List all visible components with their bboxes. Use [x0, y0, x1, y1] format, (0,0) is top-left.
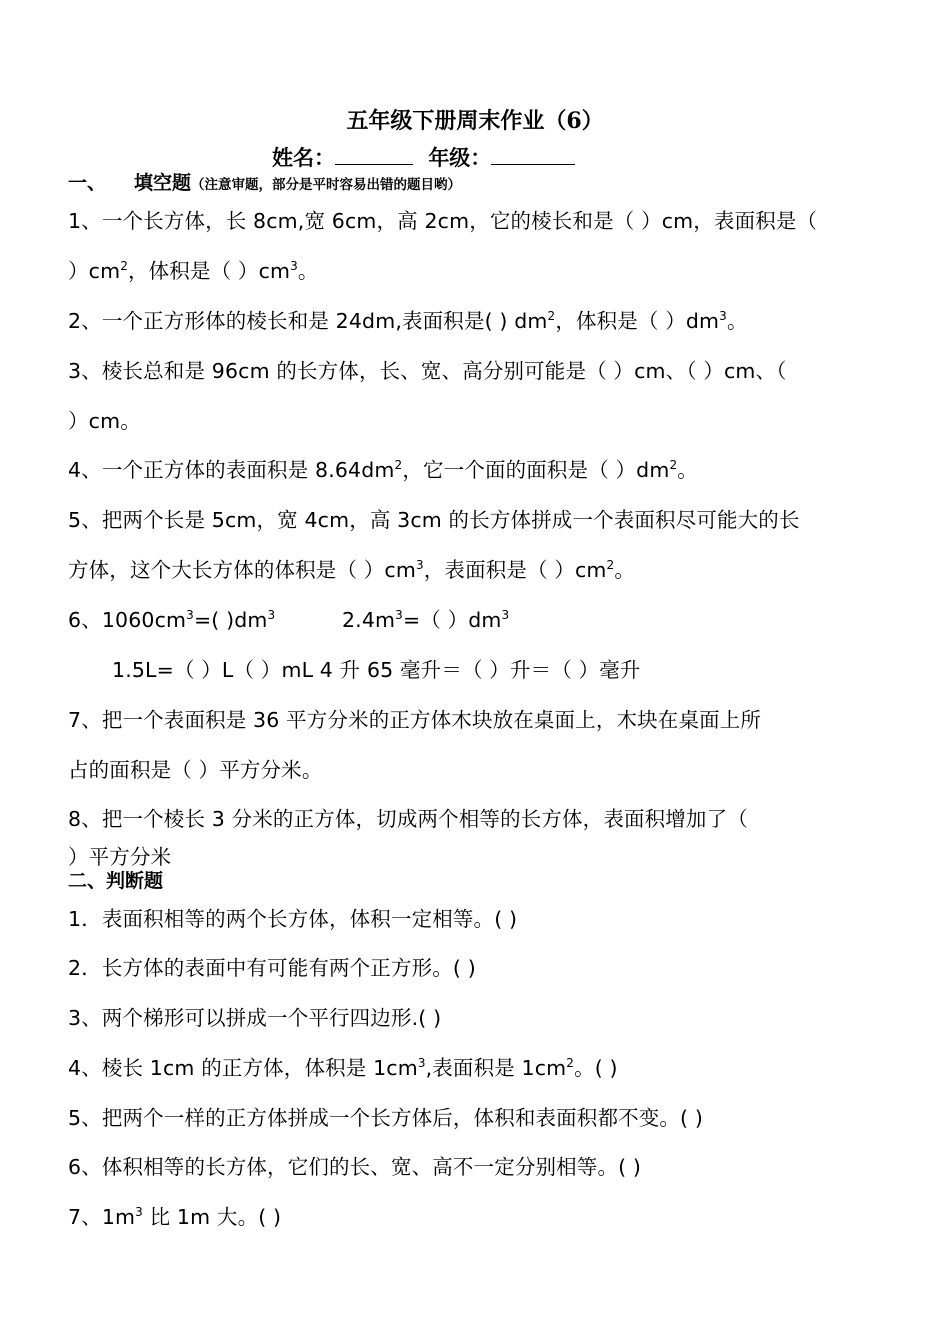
question-6-line-1: 6、$1060cm^3=$( )$dm^3$ $2.4m^3=$（ ）$dm^3$ [68, 608, 510, 632]
question-8-line-2: ）平方分米 [68, 845, 172, 869]
question-7-line-2: 占的面积是（ ）平方分米。 [68, 758, 323, 782]
question-3-line-2: ）cm。 [68, 409, 141, 433]
question-5-line-2: 方体，这个大长方体的体积是（ ）$cm^3$，表面积是（ ）$cm^2$。 [68, 558, 635, 582]
question-8-line-1: 8、把一个棱长 3 分米的正方体，切成两个相等的长方体，表面积增加了（ [68, 807, 748, 831]
section-judge-heading: 二、判断题 [68, 870, 164, 892]
question-4: 4、一个正方体的表面积是 $8.64dm^2$，它一个面的面积是（ ）$dm^2$。 [68, 458, 698, 482]
judge-question-5: 5、把两个一样的正方体拼成一个长方体后，体积和表面积都不变。( ) [68, 1106, 704, 1130]
question-1-line-1: 1、一个长方体，长 8cm,宽 6cm，高 2cm，它的棱长和是（ ）cm，表面积是（ [68, 209, 818, 233]
judge-question-6: 6、体积相等的长方体，它们的长、宽、高不一定分别相等。( ) [68, 1155, 642, 1179]
section-number: 一、 [68, 172, 107, 194]
section-fill-heading [68, 170, 461, 198]
student-info [272, 144, 575, 172]
question-3-line-1: 3、棱长总和是 96cm 的长方体，长、宽、高分别可能是（ ）cm、（ ）cm、（ [68, 359, 787, 383]
question-5-line-1: 5、把两个长是 5cm，宽 4cm，高 3cm 的长方体拼成一个表面积尽可能大的长 [68, 508, 800, 532]
judge-question-1: 1．表面积相等的两个长方体，体积一定相等。( ) [68, 907, 518, 931]
judge-question-2: 2．长方体的表面中有可能有两个正方形。( ) [68, 956, 476, 980]
judge-question-7: 7、$1m^3$ 比 1m 大。( ) [68, 1205, 282, 1229]
judge-question-3: 3、两个梯形可以拼成一个平行四边形.( ) [68, 1006, 442, 1030]
name-label: 姓名： [272, 145, 335, 170]
grade-blank[interactable] [491, 144, 575, 165]
section-note: （注意审题，部分是平时容易出错的题目哟） [191, 177, 462, 193]
question-2: 2、一个正方形体的棱长和是 24dm,表面积是( ) $dm^2$，体积是（ ）$dm^3$。 [68, 309, 748, 333]
name-blank[interactable] [335, 144, 413, 165]
section-title: 填空题 [134, 172, 192, 194]
judge-question-4: 4、棱长 1cm 的正方体，体积是 $1cm^3$,表面积是 $1cm^2$。( ) [68, 1056, 618, 1080]
grade-label: 年级： [428, 145, 492, 170]
question-7-line-1: 7、把一个表面积是 36 平方分米的正方体木块放在桌面上，木块在桌面上所 [68, 708, 762, 732]
page-title: 五年级下册周末作业（6） [346, 108, 604, 134]
question-6-line-2: 1.5L=（ ）L（ ）mL 4 升 65 毫升＝（ ）升＝（ ）毫升 [112, 658, 641, 682]
question-1-line-2: ）$cm^2$，体积是（ ）$cm^3$。 [68, 259, 319, 283]
